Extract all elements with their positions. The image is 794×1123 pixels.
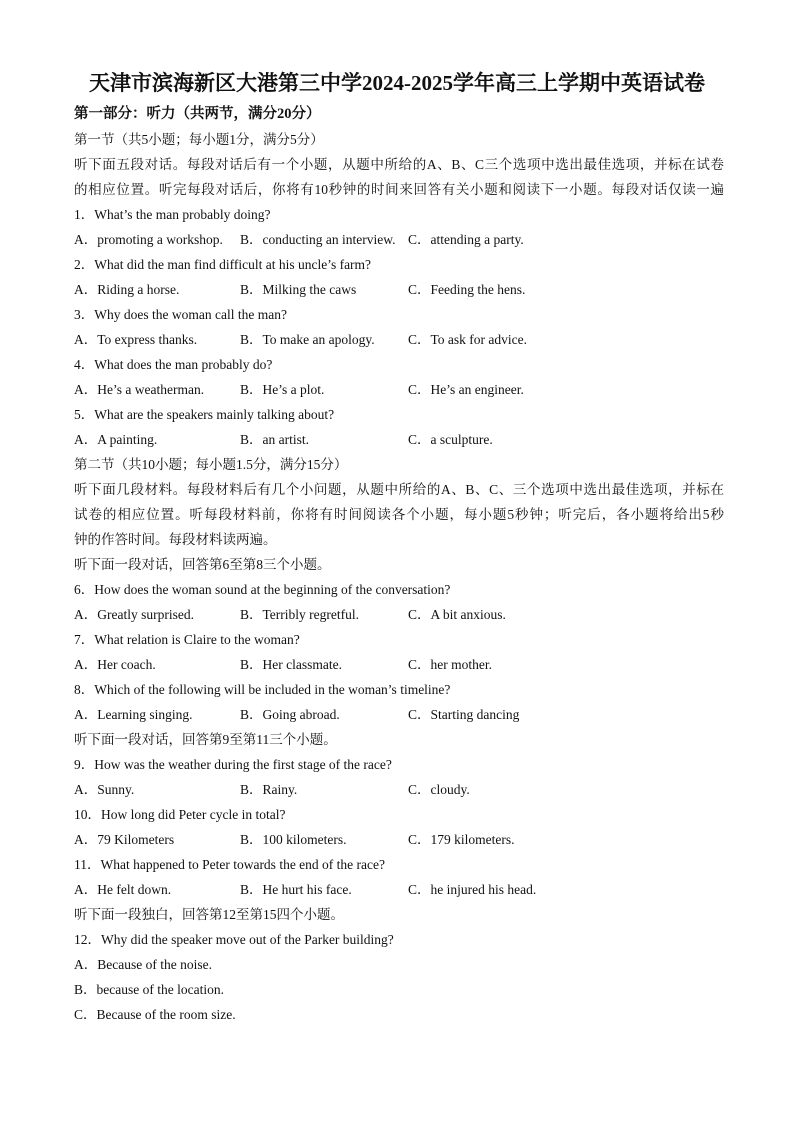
options-row bbox=[74, 330, 724, 350]
part1-heading: 第一部分：听力（共两节，满分20分） bbox=[74, 106, 321, 122]
section2-instructions-line3: 钟的作答时间。每段材料读两遍。 bbox=[74, 532, 277, 547]
page-title: 天津市滨海新区大港第三中学2024-2025学年高三上学期中英语试卷 bbox=[89, 71, 705, 95]
option-c: C．a sculpture. bbox=[408, 432, 493, 447]
options-row bbox=[74, 780, 724, 800]
options-row bbox=[74, 430, 724, 450]
options-row bbox=[74, 880, 724, 900]
question-text: 7．What relation is Claire to the woman? bbox=[74, 632, 300, 647]
options-row bbox=[74, 830, 724, 850]
option-b: B．an artist. bbox=[240, 432, 309, 447]
option-b: B．He’s a plot. bbox=[240, 382, 325, 397]
option-a: A．Greatly surprised. bbox=[74, 607, 194, 622]
section1-heading: 第一节（共5小题；每小题1分，满分5分） bbox=[74, 132, 324, 147]
options-row bbox=[74, 605, 724, 625]
option-a: A．Learning singing. bbox=[74, 707, 193, 722]
option-b: B．conducting an interview. bbox=[240, 232, 396, 247]
group-note-q9-11: 听下面一段对话，回答第9至第11三个小题。 bbox=[74, 732, 337, 747]
option-b: B．To make an apology. bbox=[240, 332, 375, 347]
option-a: A．promoting a workshop. bbox=[74, 232, 223, 247]
option-c: C．cloudy. bbox=[408, 782, 470, 797]
option-c: C．her mother. bbox=[408, 657, 492, 672]
options-row bbox=[74, 705, 724, 725]
option-b: B．Her classmate. bbox=[240, 657, 342, 672]
section2-instructions-line2: 试卷的相应位置。听每段材料前，你将有时间阅读各个小题，每小题5秒钟；听完后，各小题将给出5秒 bbox=[74, 507, 724, 522]
question-text: 6．How does the woman sound at the beginning of the conversation? bbox=[74, 582, 451, 597]
question-text: 5．What are the speakers mainly talking about? bbox=[74, 407, 335, 422]
group-note-q6-8: 听下面一段对话，回答第6至第8三个小题。 bbox=[74, 557, 331, 572]
option-c: C．He’s an engineer. bbox=[408, 382, 524, 397]
group-note-q12-15: 听下面一段独白，回答第12至第15四个小题。 bbox=[74, 907, 344, 922]
question-text: 3．Why does the woman call the man? bbox=[74, 307, 287, 322]
option-a: A．To express thanks. bbox=[74, 332, 198, 347]
option-a: A．Because of the noise. bbox=[74, 957, 212, 972]
option-b: B．Going abroad. bbox=[240, 707, 340, 722]
option-c: C．Because of the room size. bbox=[74, 1007, 236, 1022]
option-b: B．Milking the caws bbox=[240, 282, 357, 297]
question-text: 4．What does the man probably do? bbox=[74, 357, 273, 372]
options-row bbox=[74, 380, 724, 400]
option-a: A．Riding a horse. bbox=[74, 282, 180, 297]
option-b: B．because of the location. bbox=[74, 982, 224, 997]
question-text: 11．What happened to Peter towards the end of the race? bbox=[74, 857, 386, 872]
section1-instructions-line2: 的相应位置。听完每段对话后，你将有10秒钟的时间来回答有关小题和阅读下一小题。每段对话仅读一遍 bbox=[74, 182, 724, 197]
option-b: B．He hurt his face. bbox=[240, 882, 352, 897]
section1-instructions-line1: 听下面五段对话。每段对话后有一个小题，从题中所给的A、B、C三个选项中选出最佳选项，并标在试卷 bbox=[74, 157, 724, 172]
option-a: A．Sunny. bbox=[74, 782, 135, 797]
option-a: A．79 Kilometers bbox=[74, 832, 175, 847]
section2-instructions-line1: 听下面几段材料。每段材料后有几个小问题，从题中所给的A、B、C、三个选项中选出最佳选项，并标在 bbox=[74, 482, 724, 497]
option-a: A．Her coach. bbox=[74, 657, 156, 672]
option-b: B．100 kilometers. bbox=[240, 832, 347, 847]
question-text: 1．What’s the man probably doing? bbox=[74, 207, 271, 222]
question-text: 12．Why did the speaker move out of the Parker building? bbox=[74, 932, 394, 947]
option-b: B．Rainy. bbox=[240, 782, 298, 797]
option-a: A．He’s a weatherman. bbox=[74, 382, 205, 397]
option-c: C．attending a party. bbox=[408, 232, 524, 247]
option-a: A．He felt down. bbox=[74, 882, 172, 897]
section2-heading: 第二节（共10小题；每小题1.5分，满分15分） bbox=[74, 457, 348, 472]
option-c: C．Feeding the hens. bbox=[408, 282, 526, 297]
option-b: B．Terribly regretful. bbox=[240, 607, 360, 622]
question-text: 10．How long did Peter cycle in total? bbox=[74, 807, 286, 822]
options-row bbox=[74, 655, 724, 675]
option-c: C．A bit anxious. bbox=[408, 607, 506, 622]
option-c: C．Starting dancing bbox=[408, 707, 520, 722]
options-row bbox=[74, 230, 724, 250]
option-c: C．he injured his head. bbox=[408, 882, 537, 897]
question-text: 9．How was the weather during the first stage of the race? bbox=[74, 757, 392, 772]
question-text: 8．Which of the following will be included in the woman’s timeline? bbox=[74, 682, 451, 697]
option-c: C．179 kilometers. bbox=[408, 832, 515, 847]
option-c: C．To ask for advice. bbox=[408, 332, 528, 347]
option-a: A．A painting. bbox=[74, 432, 158, 447]
question-text: 2．What did the man find difficult at his uncle’s farm? bbox=[74, 257, 372, 272]
options-row bbox=[74, 280, 724, 300]
